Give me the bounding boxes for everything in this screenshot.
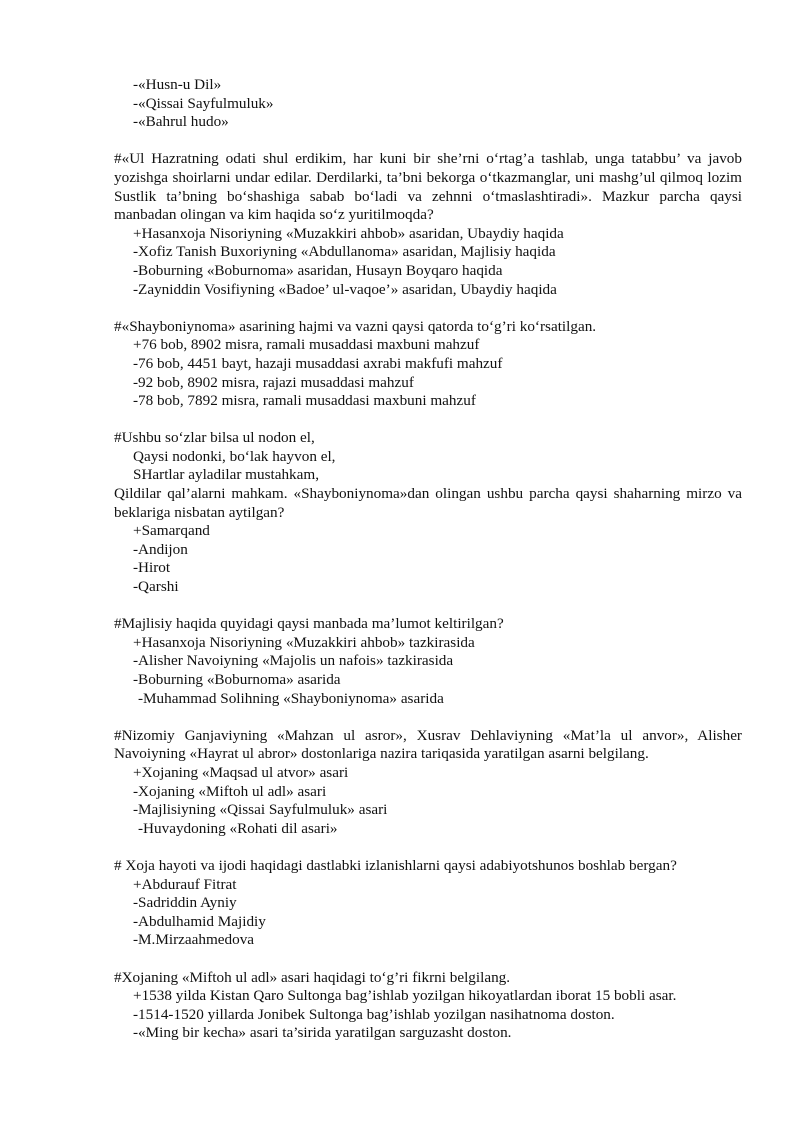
answer-option: -Qarshi <box>133 578 179 596</box>
answer-option-correct: +76 bob, 8902 misra, ramali musaddasi maxbuni mahzuf <box>133 336 480 354</box>
question-text: #«Shayboniynoma» asarining hajmi va vazni qaysi qatorda to‘g’ri ko‘rsatilgan. <box>114 317 597 335</box>
answer-option: -Huvaydoning «Rohati dil asari» <box>138 819 338 837</box>
answer-option: -«Bahrul hudo» <box>133 113 229 131</box>
answer-option: -M.Mirzaahmedova <box>133 931 255 949</box>
spacer <box>114 597 742 616</box>
question-text: #Xojaning «Miftoh ul adl» asari haqidagi to‘g’ri fikrni belgilang. <box>114 968 511 986</box>
answer-option: -92 bob, 8902 misra, rajazi musaddasi mahzuf <box>133 373 414 391</box>
answer-option: -Xojaning «Miftoh ul adl» asari <box>133 782 327 800</box>
answer-option-correct: +Hasanxoja Nisoriyning «Muzakkiri ahbob» asaridan, Ubaydiy haqida <box>133 224 564 242</box>
answer-option: -Zayniddin Vosifiyning «Badoe’ ul-vaqoe’» asaridan, Ubaydiy haqida <box>133 280 557 298</box>
answer-option: -78 bob, 7892 misra, ramali musaddasi maxbuni mahzuf <box>133 392 476 410</box>
answer-option-correct: +1538 yilda Kistan Qaro Sultonga bag’ishlab yozilgan hikoyatlardan iborat 15 bobli asar. <box>133 987 677 1005</box>
spacer <box>114 708 742 727</box>
answer-option: -«Ming bir kecha» asari ta’sirida yaratilgan sarguzasht doston. <box>133 1024 512 1042</box>
poem-line: Qaysi nodonki, bo‘lak hayvon el, <box>133 447 336 465</box>
answer-option: -Sadriddin Ayniy <box>133 894 237 912</box>
answer-option: -Abdulhamid Majidiy <box>133 912 266 930</box>
spacer <box>114 950 742 969</box>
question-text: # Xoja hayoti va ijodi haqidagi dastlabki izlanishlarni qaysi adabiyotshunos boshlab bergan? <box>114 856 677 874</box>
answer-option-correct: +Xojaning «Maqsad ul atvor» asari <box>133 763 349 781</box>
answer-option: -Andijon <box>133 540 188 558</box>
answer-option: -1514-1520 yillarda Jonibek Sultonga bag’ishlab yozilgan nasihatnoma doston. <box>133 1005 615 1023</box>
spacer <box>114 838 742 857</box>
answer-option: -76 bob, 4451 bayt, hazaji musaddasi axrabi makfufi mahzuf <box>133 354 503 372</box>
answer-option: -Muhammad Solihning «Shayboniynoma» asarida <box>138 689 444 707</box>
question-text: Qildilar qal’alarni mahkam. «Shayboniynoma»dan olingan ushbu parcha qaysi shaharning mirzo va beklariga nisbatan aytilgan? <box>114 485 742 521</box>
question-text: #Nizomiy Ganjaviyning «Mahzan ul asror», Xusrav Dehlaviyning «Mat’la ul anvor», Alisher Navoiyning «Hayrat ul abror» dostonlariga nazira tariqasida yaratilgan asarni belgilang. <box>114 726 742 763</box>
answer-option: -Majlisiyning «Qissai Sayfulmuluk» asari <box>133 801 388 819</box>
answer-option-correct: +Abdurauf Fitrat <box>133 875 237 893</box>
answer-option: -Alisher Navoiyning «Majolis un nafois» tazkirasida <box>133 652 454 670</box>
poem-line: SHartlar ayladilar mustahkam, <box>133 466 319 484</box>
answer-option: -Hirot <box>133 559 171 577</box>
answer-option: -Boburning «Boburnoma» asaridan, Husayn Boyqaro haqida <box>133 261 503 279</box>
answer-option-correct: +Hasanxoja Nisoriyning «Muzakkiri ahbob» tazkirasida <box>133 633 475 651</box>
answer-option-correct: +Samarqand <box>133 522 210 540</box>
answer-option: -Xofiz Tanish Buxoriyning «Abdullanoma» asaridan, Majlisiy haqida <box>133 243 556 261</box>
answer-option: -«Husn-u Dil» <box>133 76 222 93</box>
answer-option: -«Qissai Sayfulmuluk» <box>133 94 274 112</box>
poem-line: #Ushbu so‘zlar bilsa ul nodon el, <box>114 429 315 447</box>
question-text: #«Ul Hazratning odati shul erdikim, har kuni bir she’rni o‘rtag’a tashlab, unga tatabbu’ va javob yozishga shoirlarni undar edilar. Derdilarki, ta’bni bekorga o‘tkazmanglar, uni mashg’ul qilmoq lozim Sustlik ta’bning bo‘shashiga sabab bo‘ladi va zehnni o‘tmaslashtiradi». Mazkur parcha qaysi manbadan olingan va kim haqida so‘z yuritilmoqda? <box>114 150 742 224</box>
spacer <box>114 411 742 430</box>
spacer <box>114 132 742 151</box>
question-text: #Majlisiy haqida quyidagi qaysi manbada ma’lumot keltirilgan? <box>114 615 504 633</box>
answer-option: -Boburning «Boburnoma» asarida <box>133 671 341 688</box>
spacer <box>114 299 742 318</box>
